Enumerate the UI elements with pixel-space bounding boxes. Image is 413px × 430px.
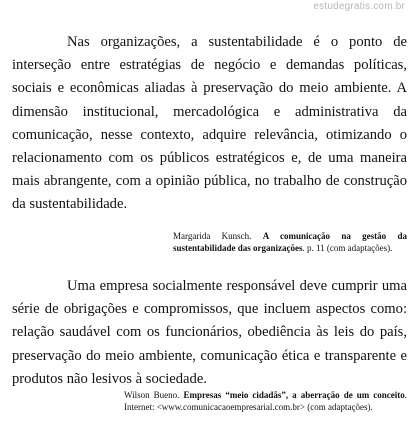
source-citation-1	[173, 231, 407, 254]
source-1-author: Margarida Kunsch.	[173, 231, 252, 241]
source-2-author: Wilson Bueno.	[124, 390, 180, 400]
source-1-title: A comunicação na gestão da sustentabilidade das organizações	[173, 231, 407, 253]
source-citation-2	[124, 390, 407, 413]
source-1-rest: . p. 11 (com adaptações).	[302, 242, 393, 253]
paragraph-2-text: Uma empresa socialmente responsável deve cumprir uma série de obrigações e compromissos, que incluem aspectos como: relação saudável com os funcionários, obediência às leis do país, preservação do meio ambiente, comunicação ética e transparente e produtos não lesivos à sociedade.	[12, 278, 407, 387]
watermark: estudegratis.com.br	[313, 1, 405, 12]
paragraph-2	[12, 275, 407, 391]
source-2-title: Empresas “meio cidadãs”, a aberração de um conceito	[183, 390, 405, 400]
source-2-rest: . Internet: <www.comunicacaoempresarial.com.br> (com adaptações).	[124, 390, 408, 412]
paragraph-1-text: Nas organizações, a sustentabilidade é o ponto de interseção entre estratégias de negócio e demandas políticas, sociais e econômicas aliadas à preservação do meio ambiente. A dimensão institucional, mercadológica e administrativa da comunicação, nesse contexto, adquire relevância, otimizando o relacionamento com os públicos estratégicos e, de uma maneira mais abrangente, com a opinião pública, no trabalho de construção da sustentabilidade.	[12, 34, 407, 213]
paragraph-1	[12, 31, 407, 217]
